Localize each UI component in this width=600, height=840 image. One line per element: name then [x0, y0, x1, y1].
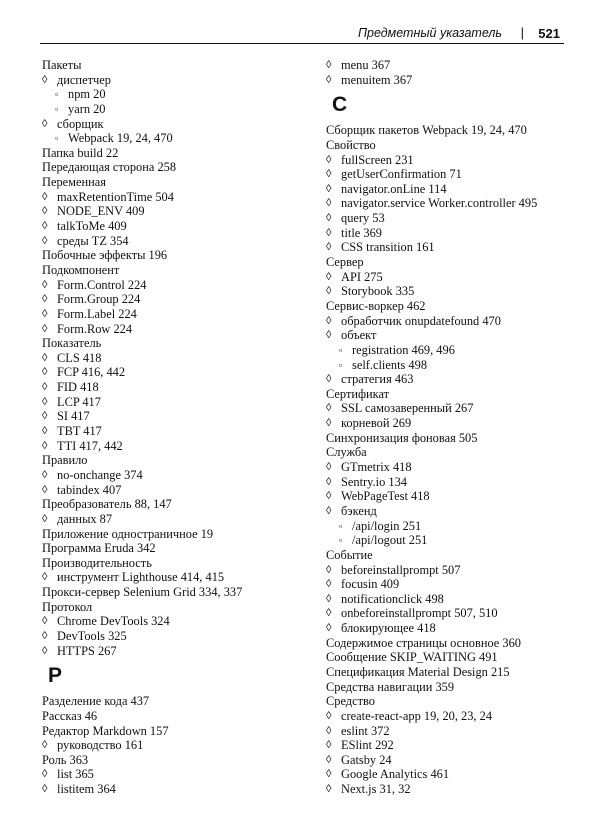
index-subentry — [42, 512, 300, 527]
index-subentry — [42, 439, 300, 454]
index-entry-text: Побочные эффекты 196 — [42, 248, 168, 263]
index-subentry — [326, 738, 584, 753]
index-entry-text: Протокол — [42, 599, 93, 614]
index-entry — [42, 160, 300, 175]
diamond-bullet-icon: ◊ — [42, 351, 48, 364]
index-entry — [326, 665, 584, 680]
diamond-bullet-icon: ◊ — [42, 117, 48, 130]
index-subentry — [42, 204, 300, 219]
diamond-bullet-icon: ◊ — [42, 629, 48, 642]
index-entry-text: Показатель — [42, 336, 102, 351]
square-bullet-icon: ▫ — [339, 535, 343, 546]
diamond-bullet-icon: ◊ — [326, 59, 332, 71]
index-entry-text: navigator.onLine 114 — [341, 181, 447, 196]
index-entry-text: Прокси-сервер Selenium Grid 334, 337 — [42, 585, 243, 600]
diamond-bullet-icon: ◊ — [326, 622, 332, 635]
index-subentry — [326, 73, 584, 88]
index-subentry — [326, 270, 584, 285]
diamond-bullet-icon: ◊ — [42, 468, 48, 481]
index-entry-text: Пакеты — [42, 58, 82, 72]
diamond-bullet-icon: ◊ — [326, 270, 332, 283]
index-subsubentry — [326, 358, 584, 373]
index-entry-text: бэкенд — [341, 503, 377, 518]
diamond-bullet-icon: ◊ — [42, 381, 48, 394]
index-entry — [326, 123, 584, 138]
diamond-bullet-icon: ◊ — [42, 483, 48, 496]
index-entry-text: eslint 372 — [341, 723, 390, 738]
index-subentry — [326, 226, 584, 241]
index-entry-text: данных 87 — [57, 511, 113, 526]
index-entry-text: onbeforeinstallprompt 507, 510 — [341, 606, 498, 621]
index-entry — [42, 336, 300, 351]
index-entry-text: Form.Label 224 — [57, 306, 137, 321]
index-subentry — [42, 483, 300, 498]
index-entry-text: registration 469, 496 — [352, 342, 455, 357]
index-entry — [326, 445, 584, 460]
diamond-bullet-icon: ◊ — [42, 739, 48, 752]
diamond-bullet-icon: ◊ — [326, 739, 332, 752]
diamond-bullet-icon: ◊ — [326, 402, 332, 415]
index-column-right — [326, 58, 584, 797]
index-entry-text: getUserConfirmation 71 — [341, 167, 462, 182]
index-subentry — [42, 380, 300, 395]
index-entry-text: Переменная — [42, 175, 106, 190]
diamond-bullet-icon: ◊ — [326, 182, 332, 195]
diamond-bullet-icon: ◊ — [326, 475, 332, 488]
index-entry — [326, 255, 584, 270]
index-entry-text: Chrome DevTools 324 — [57, 614, 170, 629]
index-subentry — [326, 58, 584, 73]
index-subsubentry — [326, 519, 584, 534]
diamond-bullet-icon: ◊ — [42, 220, 48, 233]
index-entry-text: SI 417 — [57, 409, 90, 424]
header-rule — [40, 43, 564, 44]
index-entry-text: Сертификат — [326, 386, 390, 401]
index-subentry — [326, 167, 584, 182]
index-subentry — [326, 475, 584, 490]
index-subentry — [42, 738, 300, 753]
index-entry — [42, 58, 300, 73]
index-entry — [326, 299, 584, 314]
section-letter: C — [332, 93, 348, 117]
index-entry-text: Средство — [326, 694, 375, 709]
index-entry-text: стратегия 463 — [341, 372, 414, 387]
diamond-bullet-icon: ◊ — [42, 322, 48, 335]
index-entry-text: listitem 364 — [57, 782, 116, 797]
index-entry-text: CSS transition 161 — [341, 240, 435, 255]
index-subentry — [326, 782, 584, 797]
index-entry-text: Next.js 31, 32 — [341, 782, 411, 797]
diamond-bullet-icon: ◊ — [42, 512, 48, 525]
index-entry — [326, 680, 584, 695]
index-entry — [42, 600, 300, 615]
index-entry-text: DevTools 325 — [57, 628, 127, 643]
index-entry-text: инструмент Lighthouse 414, 415 — [57, 570, 225, 585]
header-separator: | — [520, 25, 524, 40]
section-letter: P — [48, 664, 63, 688]
index-subentry — [326, 621, 584, 636]
index-entry-text: Передающая сторона 258 — [42, 160, 177, 175]
diamond-bullet-icon: ◊ — [326, 578, 332, 591]
index-entry-text: CLS 418 — [57, 350, 102, 365]
index-entry-text: Производительность — [42, 555, 152, 570]
square-bullet-icon: ▫ — [339, 359, 343, 370]
index-entry — [326, 387, 584, 402]
index-entry-text: Служба — [326, 445, 367, 460]
square-bullet-icon: ▫ — [339, 344, 343, 355]
index-entry-text: Средства навигации 359 — [326, 679, 455, 694]
index-entry-text: объект — [341, 328, 377, 343]
index-entry-text: navigator.service Worker.controller 495 — [341, 196, 538, 211]
index-subentry — [42, 395, 300, 410]
index-subentry — [326, 563, 584, 578]
diamond-bullet-icon: ◊ — [326, 153, 332, 166]
index-subentry — [326, 709, 584, 724]
index-entry-text: fullScreen 231 — [341, 152, 414, 167]
diamond-bullet-icon: ◊ — [42, 425, 48, 438]
index-entry — [326, 650, 584, 665]
index-entry-text: диспетчер — [57, 72, 111, 87]
diamond-bullet-icon: ◊ — [326, 314, 332, 327]
index-entry-text: Программа Eruda 342 — [42, 541, 156, 556]
index-entry-text: Преобразователь 88, 147 — [42, 497, 172, 512]
diamond-bullet-icon: ◊ — [326, 753, 332, 766]
diamond-bullet-icon: ◊ — [326, 329, 332, 342]
diamond-bullet-icon: ◊ — [42, 366, 48, 379]
index-entry-text: Роль 363 — [42, 752, 89, 767]
diamond-bullet-icon: ◊ — [42, 307, 48, 320]
index-entry-text: title 369 — [341, 225, 382, 240]
index-entry-text: /api/login 251 — [352, 518, 422, 533]
index-entry-text: Storybook 335 — [341, 284, 415, 299]
index-subentry — [326, 196, 584, 211]
page-header — [40, 0, 564, 44]
index-entry — [42, 497, 300, 512]
index-entry-text: Сервис-воркер 462 — [326, 298, 426, 313]
index-entry-text: Сервер — [326, 255, 364, 270]
index-subsubentry — [42, 131, 300, 146]
index-entry-text: npm 20 — [68, 87, 106, 102]
index-subentry — [326, 372, 584, 387]
index-entry-text: обработчик onupdatefound 470 — [341, 313, 501, 328]
diamond-bullet-icon: ◊ — [42, 395, 48, 408]
diamond-bullet-icon: ◊ — [326, 783, 332, 796]
index-subentry — [326, 182, 584, 197]
index-entry-text: maxRetentionTime 504 — [57, 189, 174, 204]
diamond-bullet-icon: ◊ — [326, 285, 332, 298]
square-bullet-icon: ▫ — [55, 89, 59, 100]
index-subentry — [42, 365, 300, 380]
diamond-bullet-icon: ◊ — [42, 190, 48, 203]
index-entry-text: LCP 417 — [57, 394, 101, 409]
diamond-bullet-icon: ◊ — [42, 439, 48, 452]
index-entry-text: среды TZ 354 — [57, 233, 129, 248]
index-entry-text: Разделение кода 437 — [42, 694, 150, 709]
index-entry-text: Правило — [42, 453, 88, 468]
diamond-bullet-icon: ◊ — [326, 563, 332, 576]
index-subentry — [42, 234, 300, 249]
index-column-left — [42, 58, 300, 797]
index-entry-text: create-react-app 19, 20, 23, 24 — [341, 708, 493, 723]
diamond-bullet-icon: ◊ — [42, 410, 48, 423]
index-entry-text: Подкомпонент — [42, 262, 120, 277]
index-entry — [42, 556, 300, 571]
index-entry-text: Событие — [326, 547, 373, 562]
index-entry — [42, 724, 300, 739]
index-entry-text: Сообщение SKIP_WAITING 491 — [326, 650, 498, 665]
index-entry — [42, 527, 300, 542]
index-entry — [42, 146, 300, 161]
index-entry-text: Редактор Markdown 157 — [42, 723, 169, 738]
index-entry-text: корневой 269 — [341, 416, 412, 431]
index-entry — [42, 709, 300, 724]
index-entry-text: query 53 — [341, 211, 385, 226]
diamond-bullet-icon: ◊ — [326, 592, 332, 605]
index-subentry — [326, 416, 584, 431]
diamond-bullet-icon: ◊ — [326, 226, 332, 239]
index-entry-text: no-onchange 374 — [57, 467, 143, 482]
running-title: Предметный указатель — [357, 26, 502, 40]
diamond-bullet-icon: ◊ — [42, 571, 48, 584]
index-subentry — [42, 292, 300, 307]
diamond-bullet-icon: ◊ — [326, 461, 332, 474]
index-entry-text: menu 367 — [341, 58, 391, 72]
index-subentry — [42, 614, 300, 629]
index-entry — [42, 453, 300, 468]
index-subentry — [42, 307, 300, 322]
diamond-bullet-icon: ◊ — [42, 644, 48, 657]
index-subsubentry — [326, 343, 584, 358]
index-entry-text: API 275 — [341, 269, 383, 284]
index-entry-text: Сборщик пакетов Webpack 19, 24, 470 — [326, 123, 527, 138]
diamond-bullet-icon: ◊ — [326, 212, 332, 225]
diamond-bullet-icon: ◊ — [326, 490, 332, 503]
square-bullet-icon: ▫ — [55, 133, 59, 144]
index-subentry — [42, 424, 300, 439]
index-subentry — [326, 460, 584, 475]
index-entry-text: руководство 161 — [57, 738, 144, 753]
index-entry-text: Webpack 19, 24, 470 — [68, 131, 173, 146]
square-bullet-icon: ▫ — [339, 520, 343, 531]
index-entry-text: tabindex 407 — [57, 482, 122, 497]
index-subentry — [326, 489, 584, 504]
index-subentry — [42, 570, 300, 585]
diamond-bullet-icon: ◊ — [326, 168, 332, 181]
index-entry-text: menuitem 367 — [341, 72, 413, 87]
index-subentry — [42, 73, 300, 88]
index-subentry — [326, 314, 584, 329]
index-subentry — [326, 724, 584, 739]
index-entry-text: Form.Control 224 — [57, 277, 147, 292]
index-entry-text: Form.Row 224 — [57, 321, 133, 336]
index-subsubentry — [326, 533, 584, 548]
index-subentry — [42, 468, 300, 483]
index-subentry — [326, 240, 584, 255]
diamond-bullet-icon: ◊ — [326, 417, 332, 430]
index-subentry — [326, 592, 584, 607]
index-subentry — [42, 629, 300, 644]
diamond-bullet-icon: ◊ — [326, 504, 332, 517]
square-bullet-icon: ▫ — [55, 103, 59, 114]
index-entry-text: yarn 20 — [68, 101, 106, 116]
index-subentry — [42, 409, 300, 424]
index-subentry — [326, 284, 584, 299]
index-subentry — [326, 211, 584, 226]
index-entry-text: Sentry.io 134 — [341, 474, 407, 489]
index-entry — [326, 694, 584, 709]
index-subentry — [326, 606, 584, 621]
diamond-bullet-icon: ◊ — [326, 241, 332, 254]
index-entry-text: Form.Group 224 — [57, 292, 141, 307]
index-subentry — [326, 753, 584, 768]
diamond-bullet-icon: ◊ — [326, 197, 332, 210]
diamond-bullet-icon: ◊ — [42, 73, 48, 86]
index-subentry — [326, 577, 584, 592]
index-entry — [326, 138, 584, 153]
index-entry-text: WebPageTest 418 — [341, 489, 430, 504]
index-entry-text: Google Analytics 461 — [341, 767, 450, 782]
diamond-bullet-icon: ◊ — [42, 234, 48, 247]
index-entry — [42, 753, 300, 768]
index-entry — [42, 175, 300, 190]
diamond-bullet-icon: ◊ — [326, 768, 332, 781]
index-subsubentry — [42, 102, 300, 117]
diamond-bullet-icon: ◊ — [326, 709, 332, 722]
index-entry-text: TBT 417 — [57, 424, 102, 439]
index-entry-text: /api/logout 251 — [352, 533, 428, 548]
index-subentry — [326, 153, 584, 168]
index-subentry — [42, 644, 300, 659]
index-entry — [42, 694, 300, 709]
index-entry — [42, 585, 300, 600]
index-entry-text: блокирующее 418 — [341, 621, 436, 636]
index-entry — [326, 431, 584, 446]
diamond-bullet-icon: ◊ — [42, 278, 48, 291]
index-subentry — [42, 117, 300, 132]
index-entry-text: list 365 — [57, 767, 94, 782]
index-subentry — [42, 278, 300, 293]
index-subsubentry — [42, 87, 300, 102]
diamond-bullet-icon: ◊ — [42, 205, 48, 218]
diamond-bullet-icon: ◊ — [326, 724, 332, 737]
index-entry — [42, 248, 300, 263]
index-entry-text: Синхронизация фоновая 505 — [326, 430, 478, 445]
index-entry-text: focusin 409 — [341, 577, 400, 592]
index-entry-text: talkToMe 409 — [57, 219, 127, 234]
index-entry-text: self.clients 498 — [352, 357, 428, 372]
index-entry-text: Содержимое страницы основное 360 — [326, 635, 521, 650]
index-entry-text: Приложение одностраничное 19 — [42, 526, 214, 541]
index-entry-text: TTI 417, 442 — [57, 438, 123, 453]
index-entry-text: FID 418 — [57, 380, 99, 395]
index-subentry — [326, 401, 584, 416]
index-subentry — [42, 767, 300, 782]
index-subentry — [326, 767, 584, 782]
diamond-bullet-icon: ◊ — [326, 373, 332, 386]
diamond-bullet-icon: ◊ — [42, 615, 48, 628]
index-entry-text: Рассказ 46 — [42, 708, 98, 723]
index-entry-text: SSL самозаверенный 267 — [341, 401, 474, 416]
index-subentry — [42, 782, 300, 797]
index-entry — [326, 636, 584, 651]
diamond-bullet-icon: ◊ — [42, 768, 48, 781]
index-subentry — [42, 190, 300, 205]
diamond-bullet-icon: ◊ — [42, 783, 48, 796]
index-entry-text: Gatsby 24 — [341, 752, 392, 767]
index-entry-text: beforeinstallprompt 507 — [341, 562, 461, 577]
page-number: 521 — [538, 26, 560, 41]
index-subentry — [326, 328, 584, 343]
index-subentry — [42, 351, 300, 366]
index-entry-text: сборщик — [57, 116, 104, 131]
diamond-bullet-icon: ◊ — [42, 293, 48, 306]
index-entry-text: Свойство — [326, 137, 376, 152]
diamond-bullet-icon: ◊ — [326, 73, 332, 86]
index-entry — [42, 541, 300, 556]
diamond-bullet-icon: ◊ — [326, 607, 332, 620]
index-entry — [42, 263, 300, 278]
index-entry-text: NODE_ENV 409 — [57, 204, 145, 219]
index-subentry — [42, 322, 300, 337]
index-entry-text: HTTPS 267 — [57, 643, 117, 658]
index-entry-text: Папка build 22 — [42, 145, 119, 160]
index-entry-text: GTmetrix 418 — [341, 460, 412, 475]
index-entry-text: ESlint 292 — [341, 738, 394, 753]
index-subentry — [326, 504, 584, 519]
index-entry-text: Спецификация Material Design 215 — [326, 664, 510, 679]
index-subentry — [42, 219, 300, 234]
index-entry-text: notificationclick 498 — [341, 591, 444, 606]
index-entry — [326, 548, 584, 563]
index-entry-text: FCP 416, 442 — [57, 365, 126, 380]
